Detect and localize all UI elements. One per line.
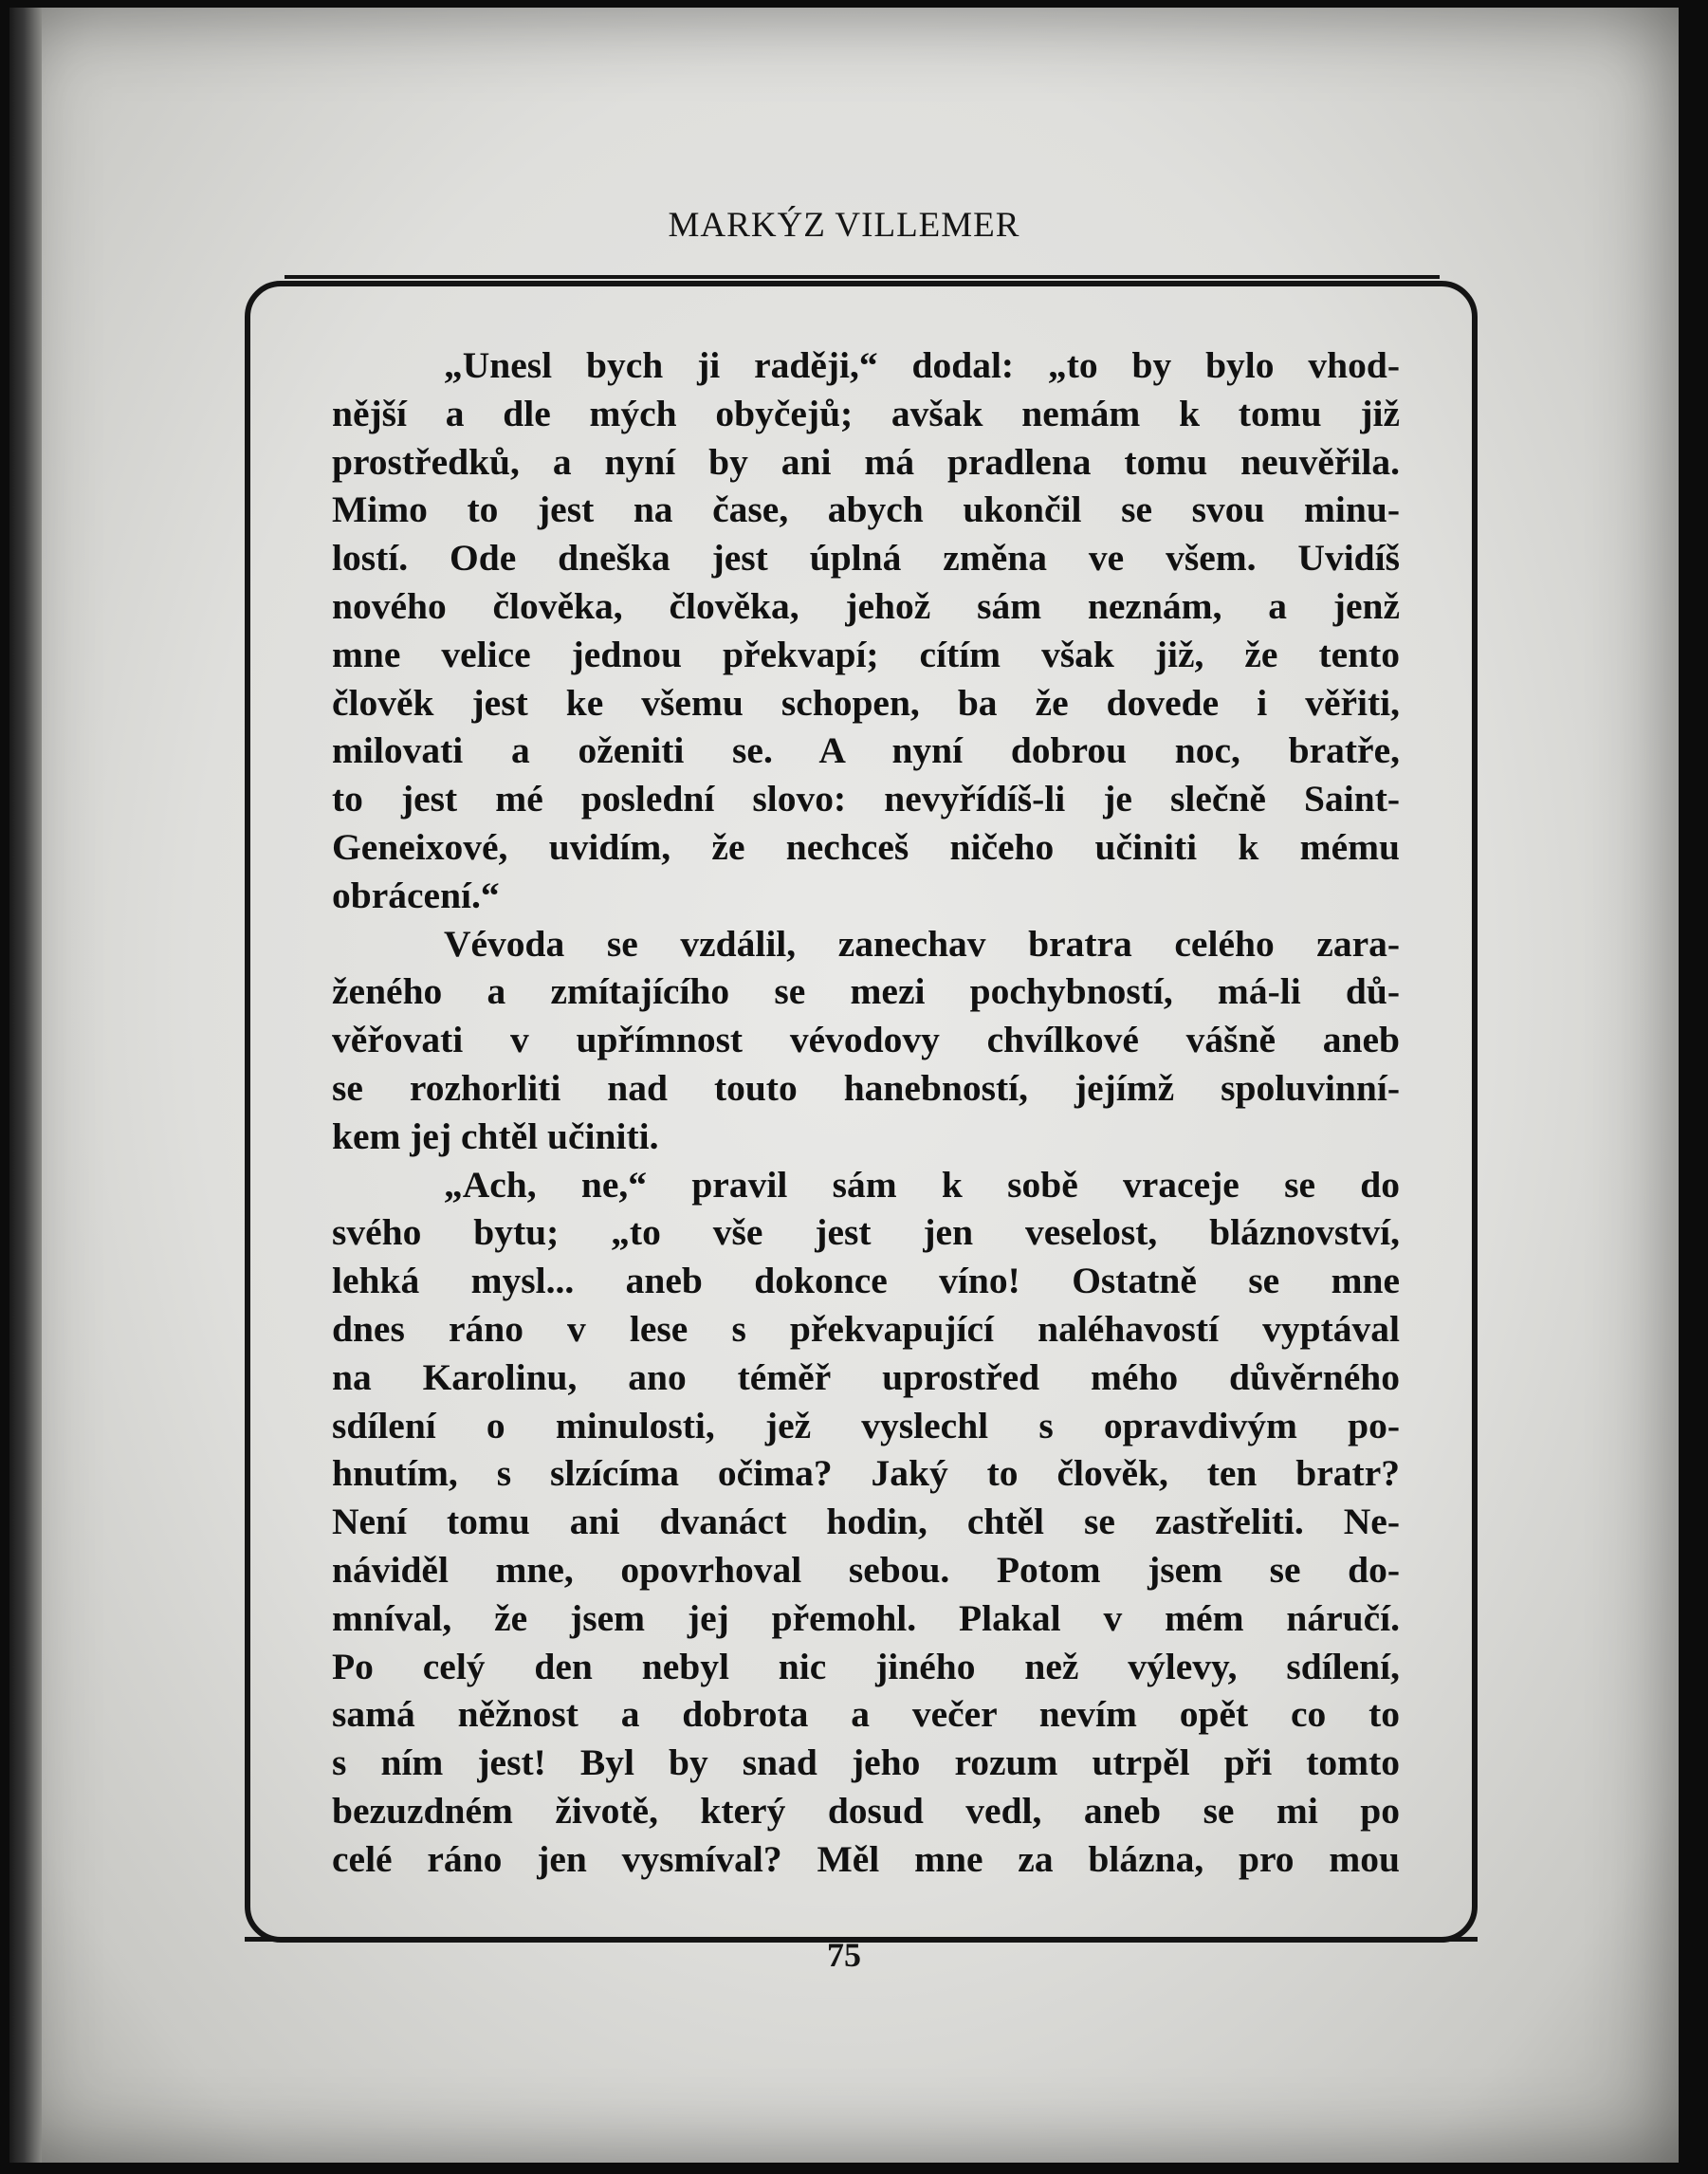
text-line: bezuzdném životě, který dosud vedl, aneb se mi po: [332, 1789, 1400, 1832]
text-line: lostí. Ode dneška jest úplná změna ve všem. Uvidíš: [332, 537, 1400, 580]
text-line: sdílení o minulosti, jež vyslechl s opravdivým po-: [332, 1404, 1400, 1446]
text-line: nější a dle mých obyčejů; avšak nemám k tomu již: [332, 392, 1400, 434]
text-line: Není tomu ani dvanáct hodin, chtěl se zastřeliti. Ne-: [332, 1501, 1400, 1543]
text-line: prostředků, a nyní by ani má pradlena tomu neuvěřila.: [332, 440, 1400, 483]
text-line: se rozhorliti nad touto hanebností, jejímž spoluvinní-: [332, 1066, 1400, 1109]
text-line: milovati a oženiti se. A nyní dobrou noc, bratře,: [332, 729, 1400, 772]
page-number: 75: [827, 1936, 861, 1974]
book-page: [9, 8, 1679, 2163]
text-line: obrácení.“: [332, 874, 500, 916]
text-line: to jest mé poslední slovo: nevyřídíš-li je slečně Saint-: [332, 778, 1400, 820]
running-head: MARKÝZ VILLEMER: [668, 206, 1020, 245]
text-line: mne velice jednou překvapí; cítím však již, že tento: [332, 633, 1400, 675]
frame-top-rule: [285, 275, 1440, 279]
text-line: „Ach, ne,“ pravil sám k sobě vraceje se do: [444, 1163, 1400, 1206]
text-line: lehká mysl... aneb dokonce víno! Ostatně se mne: [332, 1260, 1400, 1302]
text-line: celé ráno jen vysmíval? Měl mne za blázna, pro mou: [332, 1837, 1400, 1880]
text-line: samá něžnost a dobrota a večer nevím opět co to: [332, 1693, 1400, 1736]
text-line: náviděl mne, opovrhoval sebou. Potom jsem se do-: [332, 1548, 1400, 1591]
text-line: nového člověka, člověka, jehož sám neznám, a jenž: [332, 584, 1400, 627]
text-line: Po celý den nebyl nic jiného než výlevy, sdílení,: [332, 1645, 1400, 1687]
text-line: s ním jest! Byl by snad jeho rozum utrpěl při tomto: [332, 1741, 1400, 1784]
text-line: Vévoda se vzdálil, zanechav bratra celého zara-: [444, 922, 1400, 965]
text-line: věřovati v upřímnost vévodovy chvílkové vášně aneb: [332, 1019, 1400, 1061]
text-line: člověk jest ke všemu schopen, ba že dovede i věřiti,: [332, 681, 1400, 724]
text-line: Mimo to jest na čase, abych ukončil se svou minu-: [332, 488, 1400, 531]
text-line: svého bytu; „to vše jest jen veselost, bláznovství,: [332, 1211, 1400, 1254]
text-line: „Unesl bych ji raději,“ dodal: „to by bylo vhod-: [444, 344, 1400, 386]
text-line: na Karolinu, ano téměř uprostřed mého důvěrného: [332, 1355, 1400, 1398]
text-line: mníval, že jsem jej přemohl. Plakal v mém náručí.: [332, 1596, 1400, 1639]
text-line: Geneixové, uvidím, že nechceš ničeho učiniti k mému: [332, 825, 1400, 868]
body-text: [332, 341, 1400, 1884]
text-line: dnes ráno v lese s překvapující naléhavostí vyptával: [332, 1307, 1400, 1350]
text-line: hnutím, s slzícíma očima? Jaký to člověk, ten bratr?: [332, 1452, 1400, 1495]
text-line: kem jej chtěl učiniti.: [332, 1115, 659, 1157]
book-binding-edge: [9, 8, 42, 2163]
text-line: ženého a zmítajícího se mezi pochybností, má-li dů-: [332, 970, 1400, 1013]
